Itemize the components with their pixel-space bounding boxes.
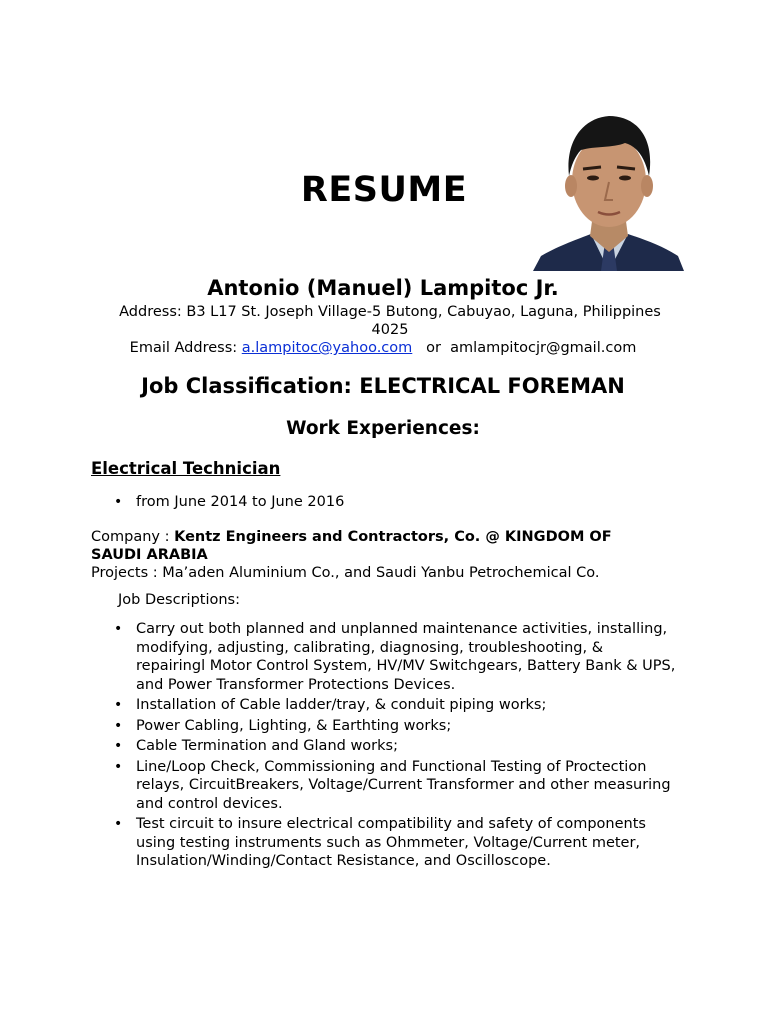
bullet-icon: • (114, 758, 123, 775)
email-label: Email Address: (129, 340, 242, 356)
company-line (91, 528, 651, 564)
duty-text: Carry out both planned and unplanned maintenance activities, installing, modifying, adjusting, calibrating, diagnosing, troubleshooting, & repairingl Motor Control System, HV/MV Switchgears, Battery Bank & UPS, and Power Transformer Protections Devices. (136, 621, 676, 693)
address-line: Address: B3 L17 St. Joseph Village-5 Butong, Cabuyao, Laguna, Philippines 4025 (119, 304, 661, 338)
duty-text: Test circuit to insure electrical compatibility and safety of components using testing instruments such as Ohmmeter, Voltage/Current meter, Insulation/Winding/Contact Resistance, and Oscilloscope. (136, 816, 646, 869)
profile-photo-image (533, 106, 684, 271)
email-line (0, 339, 766, 357)
profile-photo (533, 106, 684, 271)
dates-text: from June 2014 to June 2016 (136, 494, 345, 510)
duty-item (114, 737, 676, 756)
job-descriptions-label: Job Descriptions: (118, 592, 240, 608)
duty-text: Power Cabling, Lighting, & Earthting works; (136, 717, 452, 734)
bullet-icon: • (114, 738, 123, 754)
duty-item (114, 717, 676, 736)
bullet-icon: • (114, 717, 123, 734)
projects-line: Projects : Ma’aden Aluminium Co., and Saudi Yanbu Petrochemical Co. (91, 565, 600, 581)
resume-title: RESUME (300, 170, 468, 210)
company-name: Kentz Engineers and Contractors, Co. @ KINGDOM OF SAUDI ARABIA (91, 529, 612, 563)
job-classification-heading: Job Classification: ELECTRICAL FOREMAN (141, 374, 625, 398)
work-experiences-heading: Work Experiences: (286, 418, 480, 439)
email-secondary: amlampitocjr@gmail.com (450, 340, 637, 356)
company-label: Company : (91, 529, 175, 545)
bullet-icon: • (114, 697, 123, 713)
bullet-icon: • (114, 816, 123, 832)
position-title: Electrical Technician (91, 459, 281, 478)
dates-list (114, 493, 345, 511)
email-link-primary[interactable]: a.lampitoc@yahoo.com (241, 340, 413, 356)
duty-item (114, 815, 676, 871)
duty-item (114, 620, 676, 694)
duty-item (114, 696, 676, 715)
duty-text: Cable Termination and Gland works; (136, 738, 398, 754)
bullet-icon: • (114, 621, 123, 637)
dates-item (114, 493, 345, 511)
duty-text: Installation of Cable ladder/tray, & conduit piping works; (136, 697, 547, 713)
email-separator: or (412, 340, 451, 356)
duty-text: Line/Loop Check, Commissioning and Functional Testing of Proctection relays, CircuitBreakers, Voltage/Current Transformer and other measuring and control devices. (136, 758, 671, 812)
candidate-name: Antonio (Manuel) Lampitoc Jr. (207, 276, 559, 300)
duty-item (114, 758, 676, 814)
duties-list (114, 620, 676, 873)
bullet-icon: • (114, 494, 123, 510)
